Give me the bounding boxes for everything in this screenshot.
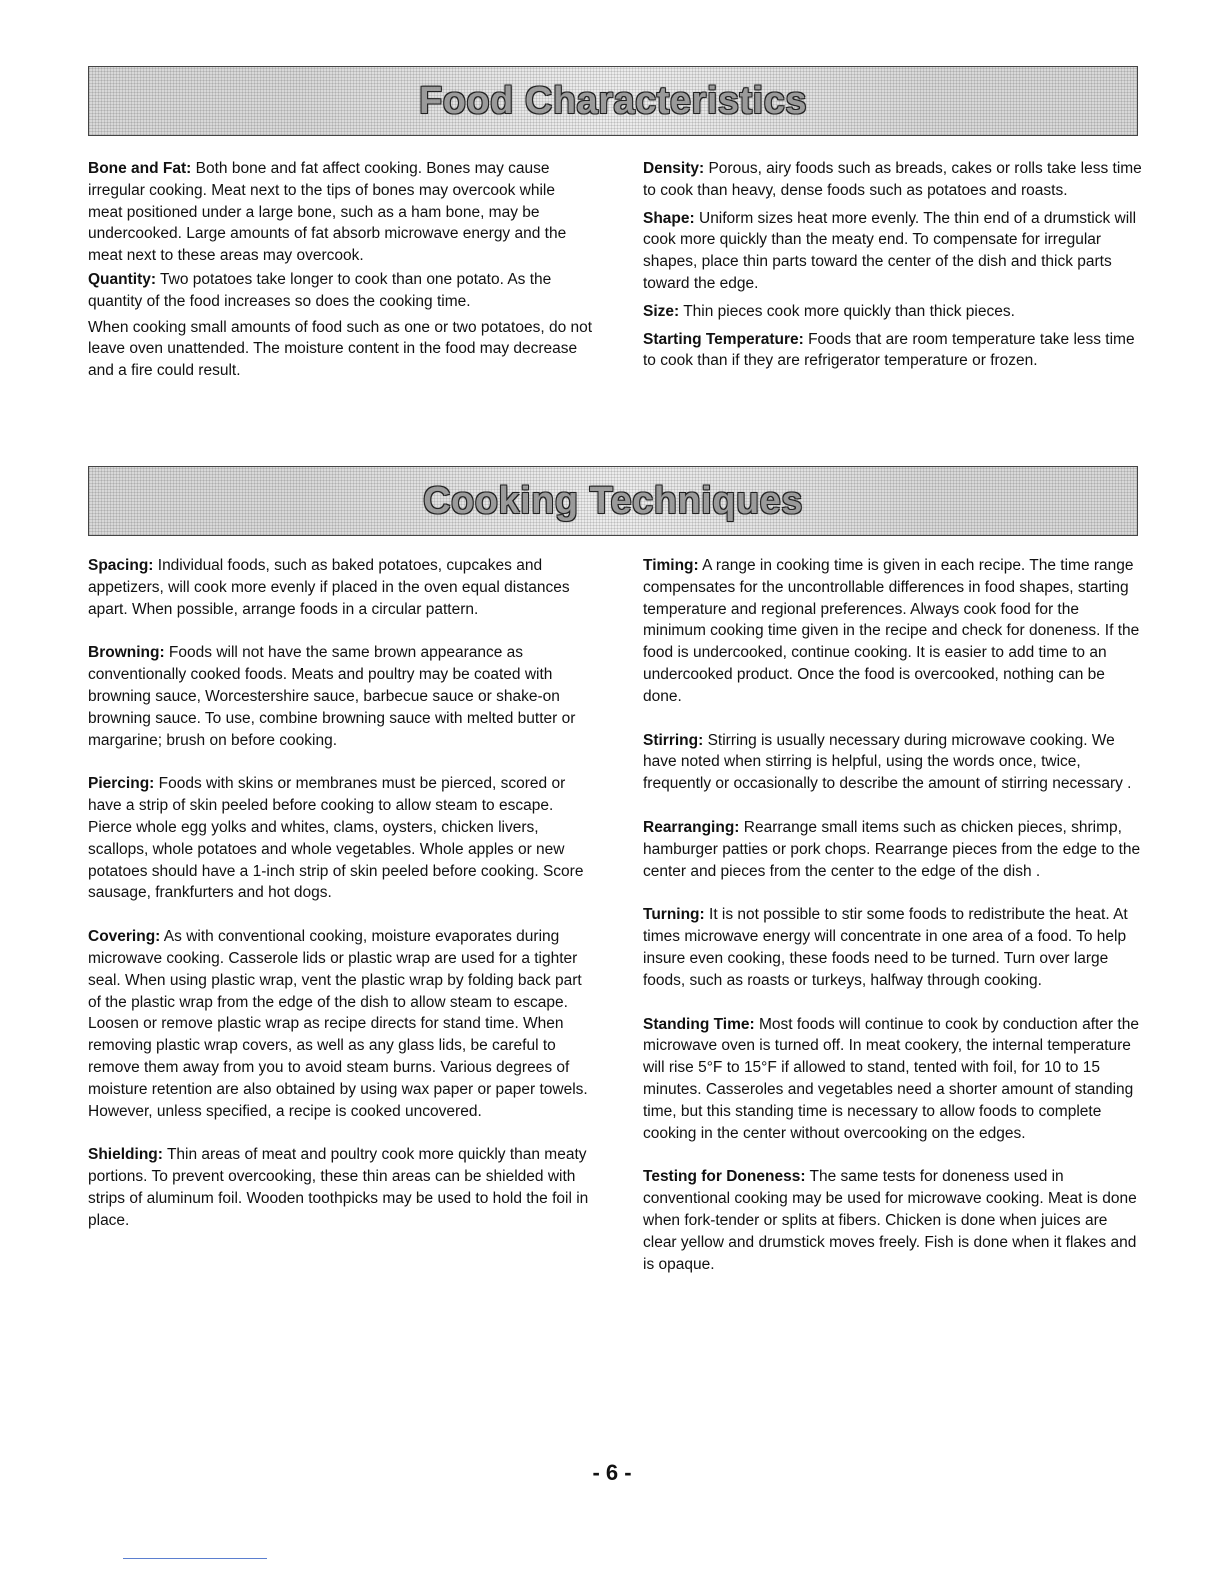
paragraph-standing-time (643, 1014, 1143, 1145)
paragraph-testing-for-doneness (643, 1166, 1143, 1275)
term-size: Size: (643, 302, 680, 320)
text-small-amounts: When cooking small amounts of food such as one or two potatoes, do not leave oven unattended. The moisture content in the food may decrease and a fire could result. (88, 318, 593, 380)
text-size: Thin pieces cook more quickly than thick pieces. (679, 302, 1015, 320)
food-characteristics-left-column (88, 158, 593, 382)
paragraph-timing (643, 555, 1143, 708)
text-rearranging: Rearrange small items such as chicken pieces, shrimp, hamburger patties or pork chops. Rearrange pieces from the edge to the center and pieces from the center to the edge of the dish . (643, 818, 1141, 880)
paragraph-starting-temperature (643, 329, 1143, 373)
cooking-techniques-right-column (643, 555, 1143, 1275)
food-characteristics-banner (88, 66, 1138, 136)
term-spacing: Spacing: (88, 557, 154, 574)
text-piercing: Foods with skins or membranes must be pierced, scored or have a strip of skin peeled before cooking to allow steam to escape. Pierce whole egg yolks and whites, clams, oysters, chicken livers, scallops, whole potatoes and whole vegetables. Whole apples or new potatoes should have a 1-inch strip of skin peeled before cooking. Score sausage, frankfurters and hot dogs. (88, 775, 584, 902)
page-number: - 6 - (592, 1460, 632, 1485)
paragraph-shielding (88, 1144, 593, 1231)
paragraph-piercing (88, 773, 593, 904)
paragraph-density (643, 158, 1143, 202)
paragraph-shape (643, 208, 1143, 295)
food-characteristics-title: Food Characteristics (419, 79, 807, 122)
paragraph-covering (88, 926, 593, 1122)
cooking-techniques-title: Cooking Techniques (423, 479, 803, 522)
term-timing: Timing: (643, 557, 699, 574)
text-standing-time: Most foods will continue to cook by conduction after the microwave oven is turned off. In meat cookery, the internal temperature will rise 5°F to 15°F if allowed to stand, tented with foil, for 10 to 15 minutes. Casseroles and vegetables need a shorter amount of standing time, but this standing time is necessary to allow foods to complete cooking in the center without overcooking on the edges. (643, 1015, 1139, 1142)
paragraph-small-amounts (88, 317, 593, 382)
food-characteristics-right-column (643, 158, 1143, 372)
paragraph-spacing (88, 555, 593, 620)
paragraph-stirring (643, 730, 1143, 795)
text-bone-and-fat: Both bone and fat affect cooking. Bones may cause irregular cooking. Meat next to the tips of bones may overcook while meat positioned under a large bone, such as a ham bone, may be undercooked. Large amounts of fat absorb microwave energy and the meat next to these areas may overcook. (88, 160, 567, 265)
paragraph-browning (88, 642, 593, 751)
text-covering: As with conventional cooking, moisture evaporates during microwave cooking. Casserole lids or plastic wrap are used for a tighter seal. When using plastic wrap, vent the plastic wrap by folding back part of the plastic wrap from the edge of the dish to allow steam to escape. Loosen or remove plastic wrap as recipe directs for stand time. When removing plastic wrap covers, as well as any glass lids, be careful to remove them away from you to avoid steam burns. Various degrees of moisture retention are also obtained by using wax paper or paper towels. However, unless specified, a recipe is cooked uncovered. (88, 928, 588, 1120)
term-piercing: Piercing: (88, 775, 155, 793)
footer-rule (123, 1558, 267, 1559)
cooking-techniques-banner (88, 466, 1138, 536)
term-shape: Shape: (643, 209, 695, 227)
text-quantity: Two potatoes take longer to cook than one potato. As the quantity of the food increases so does the cooking time. (88, 270, 552, 310)
text-starting-temperature: Foods that are room temperature take less time to cook than if they are refrigerator temperature or frozen. (643, 330, 1135, 370)
term-rearranging: Rearranging: (643, 818, 740, 836)
text-timing: A range in cooking time is given in each recipe. The time range compensates for the uncontrollable differences in food shapes, starting temperature and regional preferences. Always cook food for the minimum cooking time given in the recipe and check for doneness. If the food is undercooked, continue cooking. It is easier to add time to an undercooked product. Once the food is overcooked, nothing can be done. (643, 557, 1140, 705)
text-stirring: Stirring is usually necessary during microwave cooking. We have noted when stirring is helpful, using the words once, twice, frequently or occasionally to describe the amount of stirring necessary . (643, 731, 1132, 793)
text-turning: It is not possible to stir some foods to redistribute the heat. At times microwave energy will concentrate in one area of a food. To help insure even cooking, these foods need to be turned. Turn over large foods, such as roasts or turkeys, halfway through cooking. (643, 906, 1128, 989)
paragraph-bone-and-fat (88, 158, 593, 267)
term-testing-for-doneness: Testing for Doneness: (643, 1168, 806, 1186)
term-bone-and-fat: Bone and Fat: (88, 160, 192, 177)
text-testing-for-doneness: The same tests for doneness used in conventional cooking may be used for microwave cooking. Meat is done when fork-tender or splits at fibers. Chicken is done when juices are clear yellow and drumstick moves freely. Fish is done when it flakes and is opaque. (643, 1168, 1137, 1273)
paragraph-quantity (88, 269, 593, 313)
term-browning: Browning: (88, 644, 165, 662)
text-density: Porous, airy foods such as breads, cakes or rolls take less time to cook than heavy, dense foods such as potatoes and roasts. (643, 160, 1142, 199)
text-shape: Uniform sizes heat more evenly. The thin end of a drumstick will cook more quickly than the meaty end. To compensate for irregular shapes, place thin parts toward the center of the dish and thick parts toward the edge. (643, 209, 1137, 292)
term-density: Density: (643, 160, 705, 177)
term-shielding: Shielding: (88, 1146, 163, 1164)
text-shielding: Thin areas of meat and poultry cook more quickly than meaty portions. To prevent overcooking, these thin areas can be shielded with strips of aluminum foil. Wooden toothpicks may be used to hold the foil in place. (88, 1146, 589, 1229)
term-stirring: Stirring: (643, 731, 704, 749)
text-browning: Foods will not have the same brown appearance as conventionally cooked foods. Meats and poultry may be coated with browning sauce, Worcestershire sauce, barbecue sauce or shake-on browning sauce. To use, combine browning sauce with melted butter or margarine; brush on before cooking. (88, 644, 576, 749)
paragraph-size (643, 301, 1143, 323)
cooking-techniques-left-column (88, 555, 593, 1232)
term-turning: Turning: (643, 906, 705, 924)
paragraph-rearranging (643, 817, 1143, 882)
text-spacing: Individual foods, such as baked potatoes, cupcakes and appetizers, will cook more evenly if placed in the oven equal distances apart. When possible, arrange foods in a circular pattern. (88, 557, 570, 618)
term-quantity: Quantity: (88, 270, 157, 288)
term-starting-temperature: Starting Temperature: (643, 330, 804, 348)
term-standing-time: Standing Time: (643, 1015, 755, 1033)
paragraph-turning (643, 904, 1143, 991)
term-covering: Covering: (88, 928, 161, 946)
